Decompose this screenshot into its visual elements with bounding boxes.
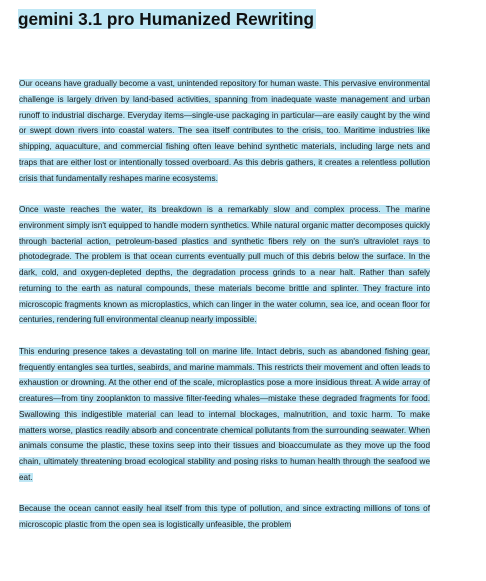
paragraph (19, 76, 430, 186)
document-title (18, 9, 316, 29)
paragraph (19, 501, 430, 533)
paragraph-text: Because the ocean cannot easily heal itself from this type of pollution, and since extracting millions of tons of microscopic plastic from the open sea is logistically unfeasible, the problem (19, 504, 430, 529)
paragraph (19, 202, 430, 328)
document-body (19, 76, 430, 549)
paragraph-text: Once waste reaches the water, its breakdown is a remarkably slow and complex process. The marine environment simply isn't equipped to handle modern synthetics. While natural organic matter decomposes quickly through bacterial action, petroleum-based plastics and synthetic fibers rely on the sun's ultraviolet rays to photodegrade. The problem is that ocean currents eventually pull much of this debris below the surface. In the dark, cold, and oxygen-depleted depths, the degradation process grinds to a near halt. Rather than safely returning to the earth as natural compounds, these materials become brittle and splinter. They fracture into microscopic fragments known as microplastics, which can linger in the water column, sea ice, and ocean floor for centuries, rendering full environmental cleanup nearly impossible. (19, 205, 430, 325)
paragraph-text: Our oceans have gradually become a vast, unintended repository for human waste. This pervasive environmental challenge is largely driven by land-based activities, spanning from inadequate waste management and urban runoff to industrial discharge. Everyday items—single-use packaging in particular—are easily caught by the wind or swept down rivers into coastal waters. The sea itself contributes to the crisis, too. Maritime industries like shipping, aquaculture, and commercial fishing often leave behind synthetic materials, including large nets and traps that are either lost or intentionally tossed overboard. As this debris gathers, it creates a relentless pollution crisis that fundamentally reshapes marine ecosystems. (19, 79, 430, 183)
document-title-text: gemini 3.1 pro Humanized Rewriting (18, 9, 315, 29)
paragraph-text: This enduring presence takes a devastating toll on marine life. Intact debris, such as abandoned fishing gear, frequently entangles sea turtles, seabirds, and marine mammals. This restricts their movement and often leads to exhaustion or drowning. At the other end of the scale, microplastics pose a more insidious threat. A wide array of creatures—from tiny zooplankton to massive filter-feeding whales—mistake these degraded fragments for food. Swallowing this indigestible material can lead to internal blockages, malnutrition, and toxic harm. To make matters worse, plastics readily absorb and concentrate chemical pollutants from the surrounding seawater. When animals consume the plastic, these toxins seep into their tissues and bioaccumulate as they move up the food chain, ultimately threatening broad ecological stability and posing risks to human health through the seafood we eat. (19, 346, 430, 482)
paragraph (19, 344, 430, 486)
